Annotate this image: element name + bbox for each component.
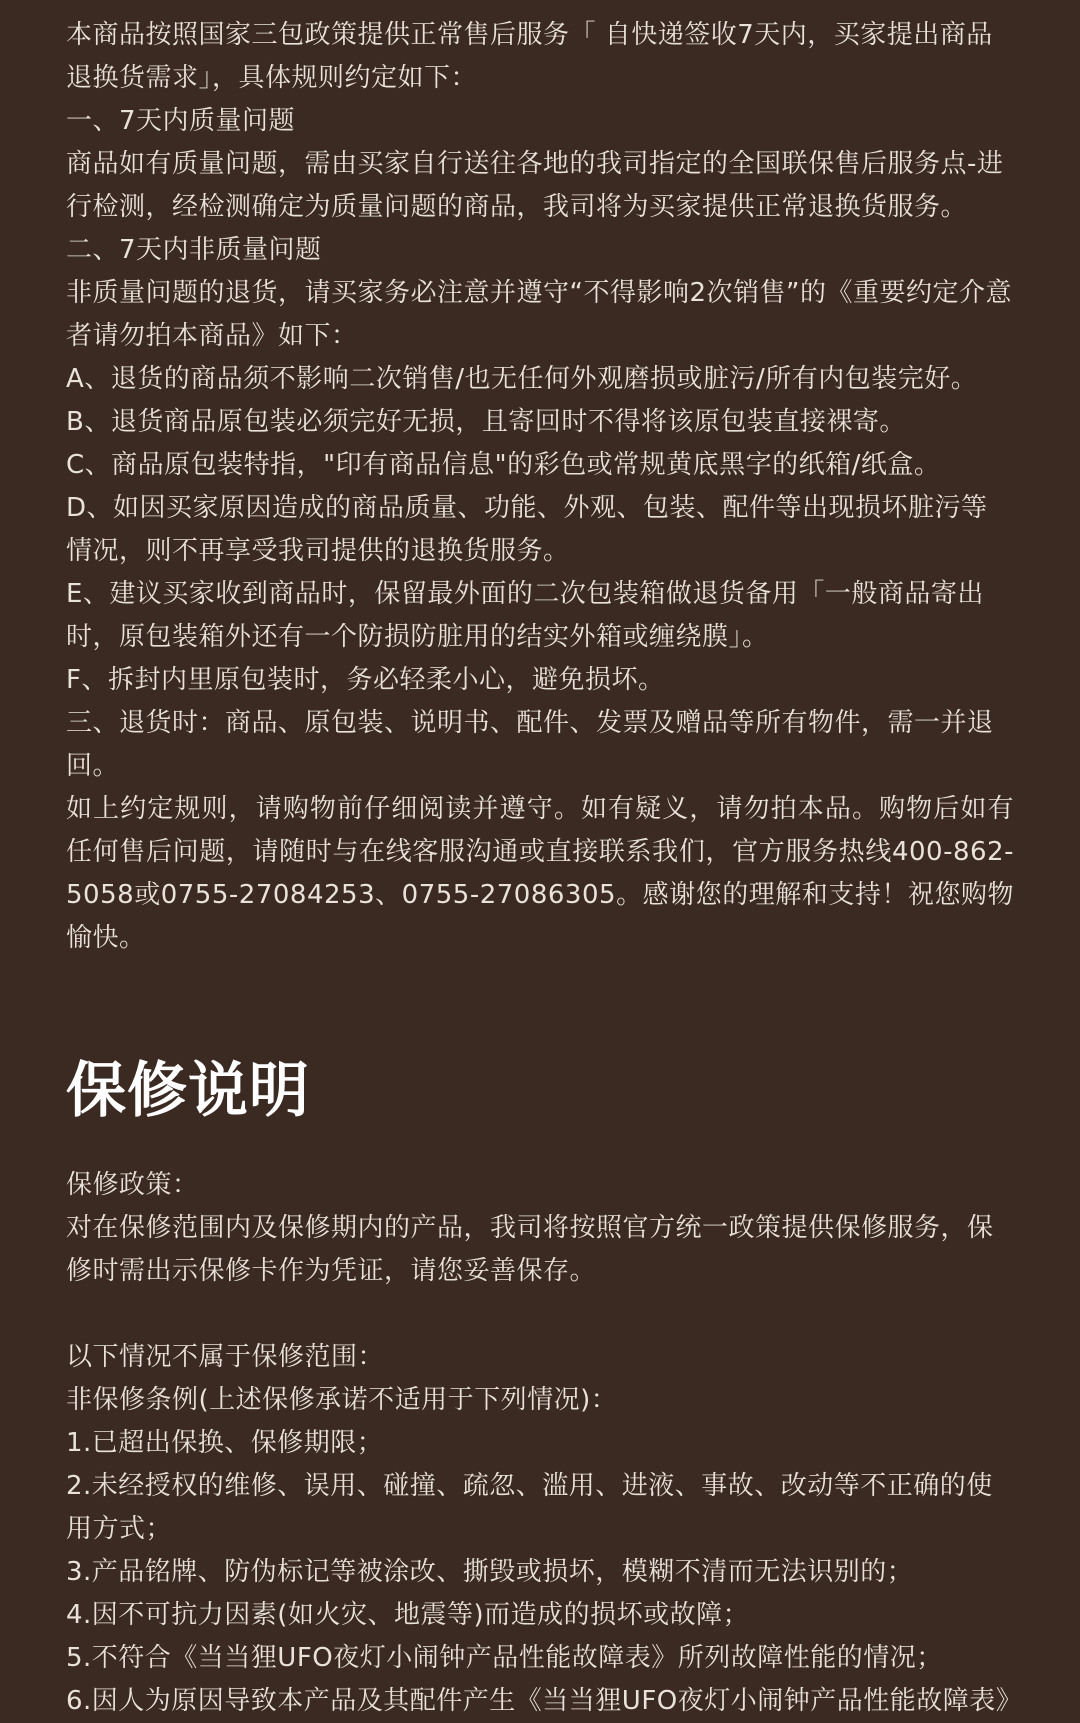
exclusions-intro: 非保修条例(上述保修承诺不适用于下列情况)： bbox=[66, 1385, 618, 1415]
exclusions-label: 以下情况不属于保修范围： bbox=[66, 1342, 385, 1372]
exclusion-item-4: 4.因不可抗力因素(如火灾、地震等)而造成的损坏或故障； bbox=[66, 1600, 750, 1630]
return-policy-section bbox=[66, 0, 1014, 960]
return-items-text: 三、退货时：商品、原包装、说明书、配件、发票及赠品等所有物件，需一并退回。 bbox=[66, 708, 994, 781]
warranty-section bbox=[66, 1164, 1023, 1723]
quality-issue-heading: 一、7天内质量问题 bbox=[66, 106, 296, 136]
exclusion-item-3: 3.产品铭牌、防伪标记等被涂改、撕毁或损坏，模糊不清而无法识别的； bbox=[66, 1557, 914, 1587]
rule-b: B、退货商品原包装必须完好无损，且寄回时不得将该原包装直接裸寄。 bbox=[66, 407, 906, 437]
warranty-policy-text: 对在保修范围内及保修期内的产品，我司将按照官方统一政策提供保修服务，保修时需出示保修卡作为凭证，请您妥善保存。 bbox=[66, 1213, 994, 1286]
return-policy-intro: 本商品按照国家三包政策提供正常售后服务「 自快递签收7天内，买家提出商品退换货需求」，具体规则约定如下： bbox=[66, 20, 993, 93]
non-quality-issue-heading: 二、7天内非质量问题 bbox=[66, 235, 322, 265]
closing-text: 如上约定规则，请购物前仔细阅读并遵守。如有疑义，请勿拍本品。购物后如有任何售后问题，请随时与在线客服沟通或直接联系我们，官方服务热线400-862-5058或0755-27084253、0755-27086305。感谢您的理解和支持！祝您购物愉快。 bbox=[66, 794, 1014, 953]
exclusion-item-2: 2.未经授权的维修、误用、碰撞、疏忽、滥用、进液、事故、改动等不正确的使用方式； bbox=[66, 1471, 993, 1544]
warranty-title: 保修说明 bbox=[66, 1056, 310, 1126]
exclusion-item-5: 5.不符合《当当狸UFO夜灯小闹钟产品性能故障表》所列故障性能的情况； bbox=[66, 1643, 943, 1673]
rule-e: E、建议买家收到商品时，保留最外面的二次包装箱做退货备用「一般商品寄出时，原包装箱外还有一个防损防脏用的结实外箱或缠绕膜」。 bbox=[66, 579, 984, 652]
rule-d: D、如因买家原因造成的商品质量、功能、外观、包装、配件等出现损坏脏污等情况，则不再享受我司提供的退换货服务。 bbox=[66, 493, 988, 566]
exclusion-item-1: 1.已超出保换、保修期限； bbox=[66, 1428, 384, 1458]
quality-issue-text: 商品如有质量问题，需由买家自行送往各地的我司指定的全国联保售后服务点-进行检测，经检测确定为质量问题的商品，我司将为买家提供正常退换货服务。 bbox=[66, 149, 1004, 222]
non-quality-issue-text: 非质量问题的退货，请买家务必注意并遵守“不得影响2次销售”的《重要约定介意者请勿拍本商品》如下： bbox=[66, 278, 1012, 351]
rule-a: A、退货的商品须不影响二次销售/也无任何外观磨损或脏污/所有内包装完好。 bbox=[66, 364, 978, 394]
warranty-policy-label: 保修政策： bbox=[66, 1170, 199, 1200]
rule-c: C、商品原包装特指，"印有商品信息"的彩色或常规黄底黑字的纸箱/纸盒。 bbox=[66, 450, 941, 480]
paragraph-spacer bbox=[66, 1293, 1014, 1336]
rule-f: F、拆封内里原包装时，务必轻柔小心，避免损坏。 bbox=[66, 665, 665, 695]
exclusion-item-6: 6.因人为原因导致本产品及其配件产生《当当狸UFO夜灯小闹钟产品性能故障表》 bbox=[66, 1686, 1023, 1716]
